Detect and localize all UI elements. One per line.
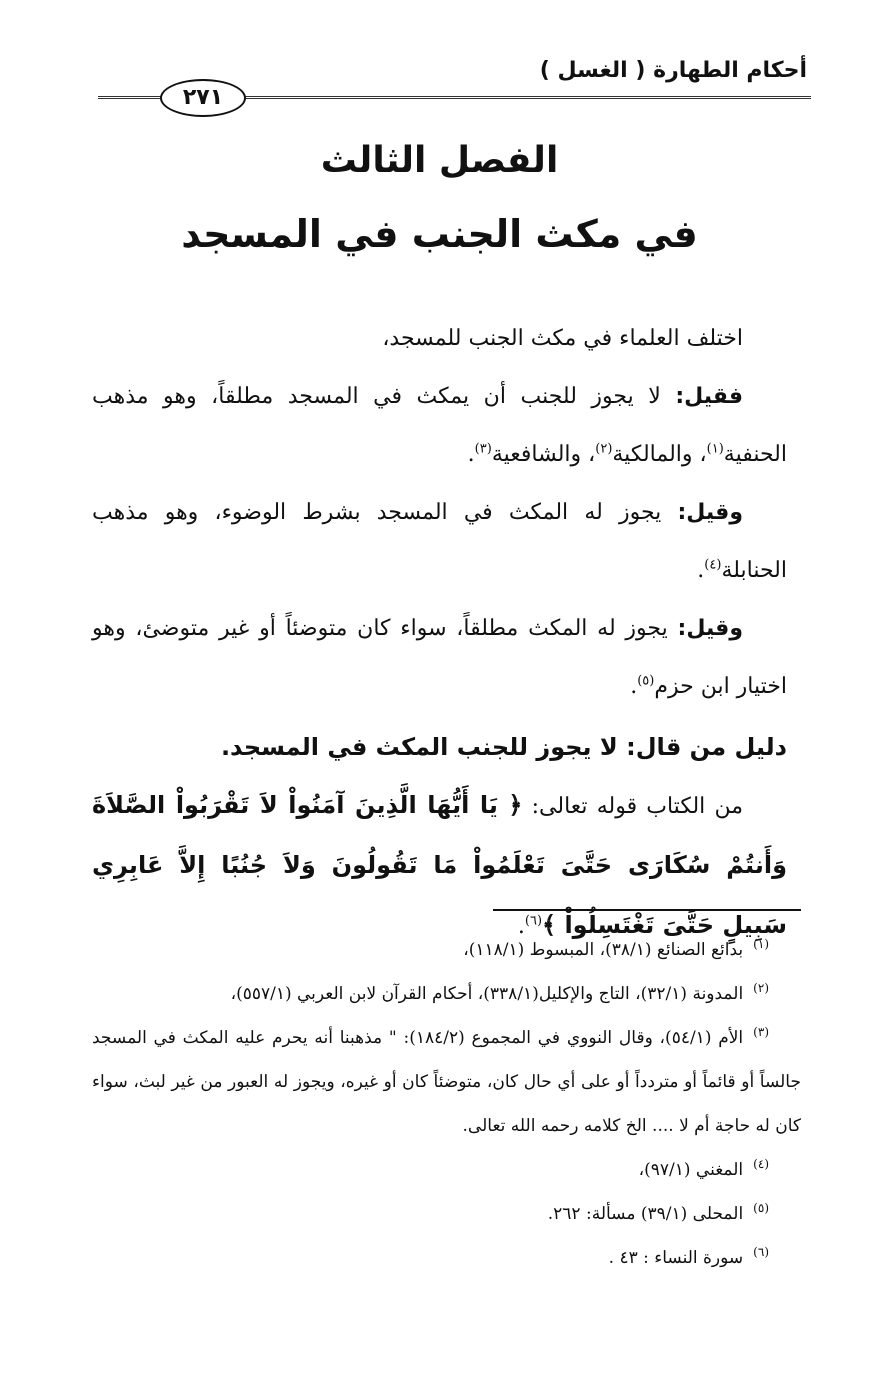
chapter-label: الفصل الثالث (320, 140, 559, 181)
footnote-text: الأم (٥٤/١)، وقال النووي في المجموع (١٨٤/٢): " مذهبنا أنه يحرم عليه المكث في المسجد جالساً أو قائماً أو متردداً أو على أي حال كان، متوضئاً كان أو غيره، ويجوز له العبور من غير لبث، سواء كان له حاجة أم لا .... الخ كلامه رحمه الله تعالى. (92, 1028, 801, 1136)
footnote-number: (٦) (753, 1245, 769, 1260)
evidence-end: . (517, 914, 525, 939)
footnote-ref-6[interactable]: (٦) (524, 913, 543, 929)
footnote-ref-1[interactable]: (١) (706, 441, 724, 457)
footnote-number: (٤) (753, 1157, 769, 1172)
opinion-1-end: . (467, 442, 475, 467)
footnote-ref-4[interactable]: (٤) (704, 557, 722, 573)
page-number: ٢٧١ (160, 79, 246, 117)
opinion-2-paragraph (92, 484, 787, 600)
footnote-separator (493, 909, 801, 911)
footnote-number: (٣) (753, 1025, 769, 1040)
footnote-text: المدونة (٣٢/١)، التاج والإكليل(٣٣٨/١)، أحكام القرآن لابن العربي (٥٥٧/١)، (230, 984, 744, 1004)
footnote-5 (92, 1192, 801, 1236)
footnote-number: (٢) (753, 981, 769, 996)
opinion-1-paragraph (92, 368, 787, 484)
footnote-4 (92, 1148, 801, 1192)
footnote-text: المحلى (٣٩/١) مسألة: ٢٦٢. (547, 1204, 744, 1224)
opinion-1-text-2: ، والمالكية (612, 442, 707, 467)
footnote-number: (٥) (753, 1201, 769, 1216)
opinion-3-text: يجوز له المكث مطلقاً، سواء كان متوضئاً أو غير متوضئ، وهو اختيار ابن حزم (92, 616, 787, 699)
opinion-1-text-3: ، والشافعية (491, 442, 596, 467)
footnote-6 (92, 1236, 801, 1280)
footnote-number: (١) (753, 937, 769, 952)
opinion-3-end: . (630, 674, 638, 699)
chapter-title: في مكث الجنب في المسجد (181, 212, 698, 256)
footnote-text: المغني (٩٧/١)، (638, 1160, 744, 1180)
body-text (92, 310, 787, 956)
footnote-ref-5[interactable]: (٥) (637, 673, 655, 689)
footnote-1 (92, 928, 801, 972)
running-title: أحكام الطهارة ( الغسل ) (539, 58, 807, 83)
opinion-1-lead: فقيل: (675, 384, 743, 409)
intro-paragraph: اختلف العلماء في مكث الجنب للمسجد، (382, 326, 743, 351)
footnote-text: سورة النساء : ٤٣ . (608, 1248, 744, 1268)
opinion-1-text: لا يجوز للجنب أن يمكث في المسجد مطلقاً، وهو مذهب الحنفية (92, 384, 787, 467)
opinion-2-text: يجوز له المكث في المسجد بشرط الوضوء، وهو مذهب الحنابلة (92, 500, 787, 583)
footnote-2 (92, 972, 801, 1016)
evidence-heading: دليل من قال: لا يجوز للجنب المكث في المسجد. (220, 733, 787, 761)
opinion-3-lead: وقيل: (677, 616, 744, 641)
quran-verse: ﴿ يَا أَيُّهَا الَّذِينَ آمَنُواْ لاَ تَقْرَبُواْ الصَّلاَةَ وَأَنتُمْ سُكَارَى حَتَّىَ تَعْلَمُواْ مَا تَقُولُونَ وَلاَ جُنُبًا إِلاَّ عَابِرِي سَبِيلٍ حَتَّىَ تَغْتَسِلُواْ ﴾ (92, 791, 787, 939)
evidence-intro: من الكتاب قوله تعالى: (522, 794, 743, 819)
opinion-2-end: . (697, 558, 705, 583)
opinion-3-paragraph (92, 600, 787, 716)
footnote-ref-2[interactable]: (٢) (595, 441, 613, 457)
footnote-3 (92, 1016, 801, 1148)
footnotes (92, 928, 801, 1280)
opinion-2-lead: وقيل: (677, 500, 743, 525)
footnote-ref-3[interactable]: (٣) (474, 441, 492, 457)
footnote-text: بدائع الصنائع (٣٨/١)، المبسوط (١١٨/١)، (463, 940, 744, 960)
